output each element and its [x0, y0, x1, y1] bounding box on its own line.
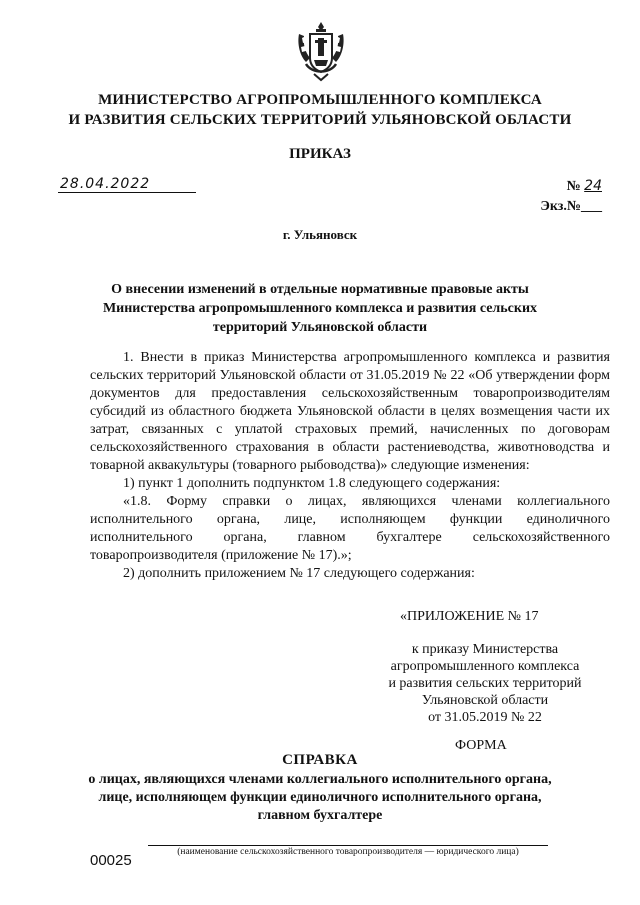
certificate-subtitle-line1: о лицах, являющихся членами коллегиального исполнительного органа, — [88, 772, 552, 787]
certificate-subtitle-line2: лице, исполняющем функции единоличного исполнительного органа, — [98, 790, 542, 805]
copy-number-row — [510, 197, 602, 217]
body-paragraph-4: 2) дополнить приложением № 17 следующего содержания: — [123, 566, 475, 581]
appendix-ref-line1: к приказу Министерства — [411, 642, 559, 657]
order-number-block — [510, 176, 602, 217]
certificate-title: СПРАВКА — [282, 752, 358, 768]
coat-of-arms-emblem — [296, 20, 346, 82]
ministry-name — [0, 90, 640, 130]
ministry-name-line1: МИНИСТЕРСТВО АГРОПРОМЫШЛЕННОГО КОМПЛЕКСА — [98, 92, 542, 108]
body-paragraph-1: 1. Внести в приказ Министерства агропромышленного комплекса и развития сельских территорий Ульяновской области от 31.05.2019 № 22 «Об утверждении форм документов для предоставления сельскохозяйственным товаропроизводителям субсидий из областного бюджета Ульяновской области в целях возмещения части их затрат, связанных с уплатой страховых премий, начисленных по договорам сельскохозяйственного страхования в области растениеводства, животноводства и товарной аквакультуры (товарного рыбоводства)» следующие изменения: — [90, 350, 610, 473]
appendix-ref-line2: агропромышленного комплекса — [390, 659, 580, 674]
appendix-reference — [380, 641, 590, 726]
producer-name-caption: (наименование сельскохозяйственного товаропроизводителя — юридического лица) — [177, 847, 519, 857]
order-subject — [0, 280, 640, 337]
subject-line1: О внесении изменений в отдельные нормативные правовые акты — [111, 282, 529, 297]
order-number-label: № — [566, 179, 581, 194]
copy-number-label: Экз.№ — [540, 199, 581, 214]
body-paragraph-3: «1.8. Форму справки о лицах, являющихся членами коллегиального исполнительного органа, лице, исполняющем функции единоличного исполнительного органа, главном бухгалтере сельскохозяйственного товаропроизводителя (приложение № 17).»; — [90, 494, 610, 563]
body-paragraph-2: 1) пункт 1 дополнить подпунктом 1.8 следующего содержания: — [123, 476, 501, 491]
certificate-subtitle-line3: главном бухгалтере — [257, 808, 383, 823]
appendix-ref-line3: и развития сельских территорий — [388, 676, 582, 691]
document-type: ПРИКАЗ — [289, 146, 351, 162]
city-name: г. Ульяновск — [282, 227, 358, 242]
order-number-value: 24 — [584, 178, 602, 194]
order-body — [90, 349, 610, 583]
subject-line3: территорий Ульяновской области — [212, 320, 428, 335]
order-number-row — [510, 176, 602, 197]
certificate-subtitle — [0, 771, 640, 825]
ministry-name-line2: И РАЗВИТИЯ СЕЛЬСКИХ ТЕРРИТОРИЙ УЛЬЯНОВСКОЙ ОБЛАСТИ — [68, 112, 572, 128]
subject-line2: Министерства агропромышленного комплекса и развития сельских — [102, 301, 538, 316]
page-code: 00025 — [90, 852, 132, 869]
appendix-title: «ПРИЛОЖЕНИЕ № 17 — [400, 609, 539, 624]
appendix-ref-line5: от 31.05.2019 № 22 — [428, 710, 542, 725]
date-underline — [58, 192, 196, 193]
order-date-handwritten: 28.04.2022 — [60, 176, 151, 192]
copy-number-value: ___ — [581, 199, 602, 214]
form-label: ФОРМА — [455, 738, 507, 753]
producer-name-line — [148, 845, 548, 846]
appendix-ref-line4: Ульяновской области — [421, 693, 549, 708]
